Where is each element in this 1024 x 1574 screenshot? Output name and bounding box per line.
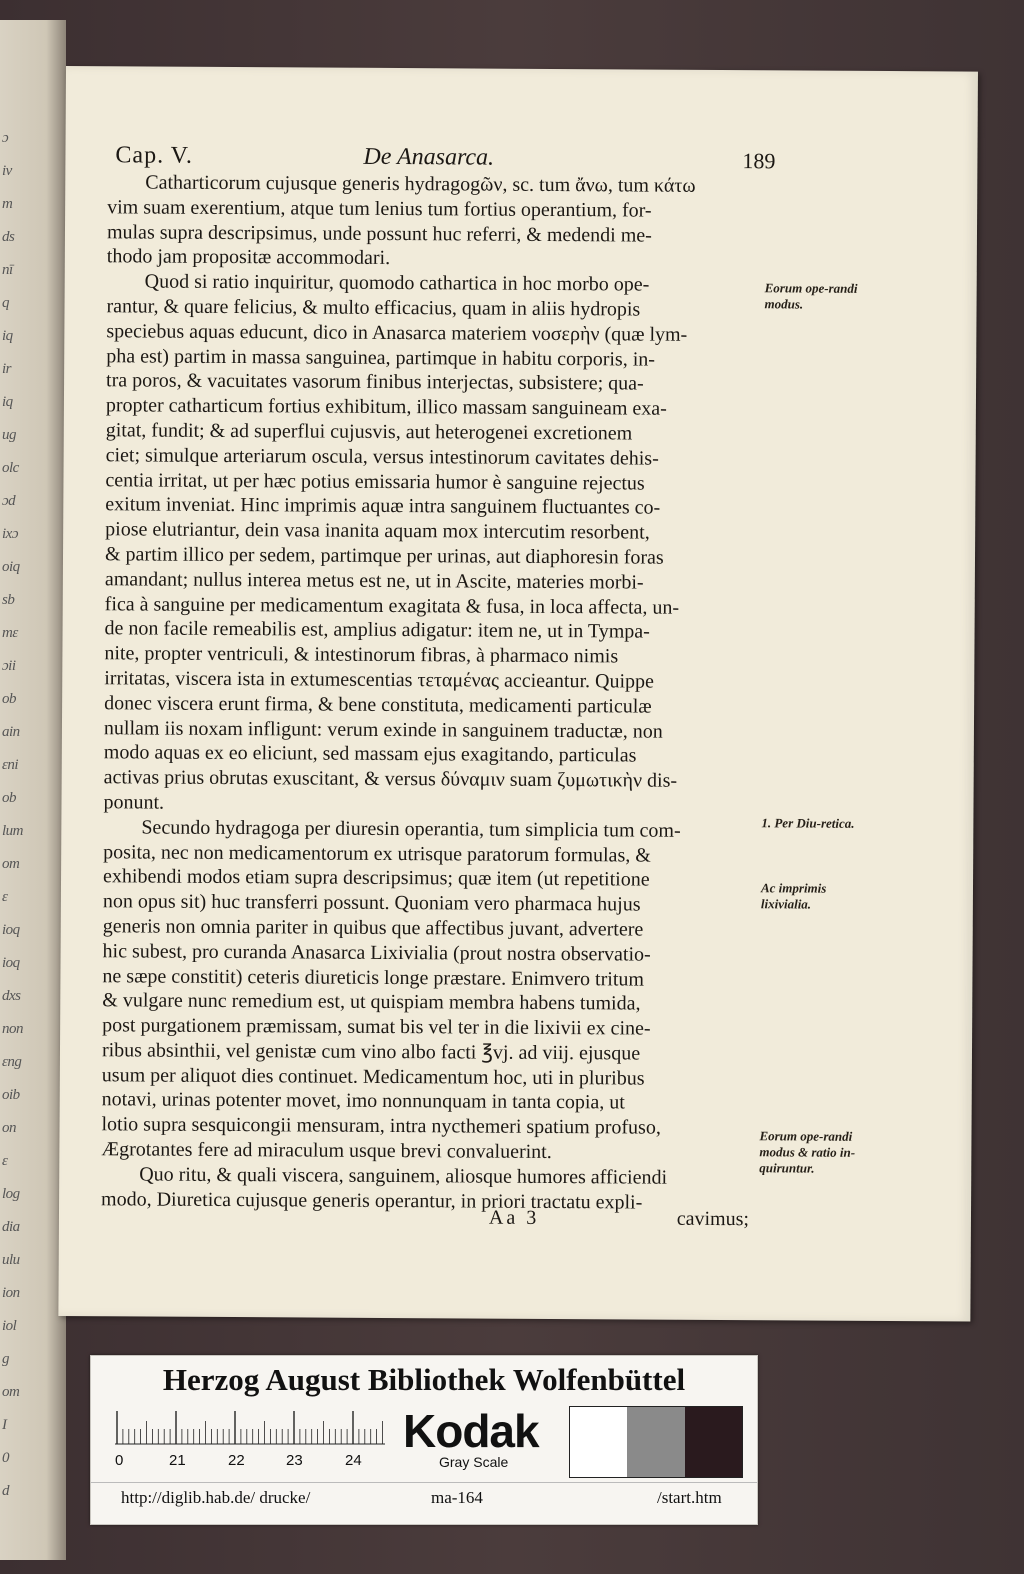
prev-page-fragment: non	[2, 1021, 23, 1037]
text-line: ponunt.	[103, 791, 165, 814]
library-name: Herzog August Bibliothek Wolfenbüttel	[162, 1362, 686, 1397]
prev-page-fragment: ɔ	[2, 130, 9, 146]
text-line: modo, Diuretica cujusque generis operantur, in priori tractatu expli-	[101, 1187, 643, 1214]
text-line: pha est) partim in massa sanguinea, partimque in habitu corporis, in-	[106, 344, 656, 371]
gray-scale-label: Gray Scale	[439, 1454, 509, 1470]
body-text	[101, 170, 751, 1215]
text-line: de non facile remeabilis est, amplius adigatur: item ne, ut in Tympa-	[104, 617, 650, 643]
prev-page-fragment: d	[2, 1483, 9, 1499]
prev-page-fragment: 0	[2, 1450, 9, 1466]
text-line: centia irritat, ut per hæc potius emissaria humor è sanguine rejectus	[105, 468, 645, 495]
prev-page-fragment: ob	[2, 790, 16, 806]
url-right: /start.htm	[657, 1488, 722, 1507]
margin-note: Eorum ope-randi modus & ratio in-quiruntur.	[759, 1128, 856, 1176]
text-line: generis non omnia pariter in quibus que affectibus juvant, advertere	[102, 915, 644, 941]
text-line: gitat, fundit; & ad superflui cujusvis, aut heterogenei excretionem	[105, 419, 633, 445]
prev-page-fragment: om	[2, 856, 20, 872]
text-line: & partim illico per sedem, partimque per urinas, aut diaphoresin foras	[104, 543, 664, 569]
prev-page-fragment: ioq	[2, 955, 20, 971]
prev-page-fragment: ɛ	[2, 1153, 8, 1169]
library-target-card	[90, 1355, 758, 1525]
prev-page-fragment: ixɔ	[2, 526, 18, 542]
signature-mark: Aa 3	[488, 1206, 540, 1229]
prev-page-fragment: dxs	[2, 988, 21, 1004]
measurement-ruler	[115, 1411, 385, 1445]
prev-page-fragment: dia	[2, 1219, 20, 1235]
prev-page-fragment: ug	[2, 427, 16, 443]
text-line: usum per aliquot dies continuet. Medicamentum hoc, uti in pluribus	[101, 1063, 645, 1090]
gray-scale-patches	[569, 1406, 743, 1478]
text-line: speciebus aquas educunt, dico in Anasarca materiem νοσερὴν (quæ lym-	[106, 320, 688, 346]
prev-page-fragment: om	[2, 1384, 20, 1400]
catchword: cavimus;	[676, 1207, 750, 1231]
text-line: amandant; nullus interea metus est ne, ut in Ascite, materies morbi-	[104, 567, 644, 594]
prev-page-fragment: oiq	[2, 559, 20, 575]
text-line: Ægrotantes fere ad miraculum usque brevi convaluerint.	[101, 1138, 552, 1164]
running-title: De Anasarca.	[363, 143, 495, 171]
prev-page-fragment: iq	[2, 328, 13, 344]
prev-page-fragment: ds	[2, 229, 15, 245]
text-line: post purgationem præmissam, sumat bis vel ter in die lixivii ex cine-	[102, 1014, 651, 1040]
catchword-line	[489, 1207, 749, 1237]
text-line: nite, propter ventriculi, & intestinorum fibras, à pharmaco nimis	[104, 642, 619, 668]
prev-page-fragment: ain	[2, 724, 20, 740]
prev-page-fragment: q	[2, 295, 9, 311]
prev-page-fragment: ioq	[2, 922, 20, 938]
text-line: thodo jam propositæ accommodari.	[106, 245, 391, 270]
margin-note: 1. Per Diu-retica.	[761, 815, 855, 831]
ruler-number: 21	[169, 1452, 186, 1469]
text-line: Catharticorum cujusque generis hydragogῶν, sc. tum ἄνω, tum κάτω	[145, 171, 696, 197]
chapter-heading: Cap. V.	[115, 142, 194, 169]
text-line: & vulgare nunc remedium est, ut quispiam membra habens tumida,	[102, 989, 641, 1015]
text-line: Secundo hydragoga per diuresin operantia, tum simplicia tum com-	[141, 816, 681, 842]
text-line: hic subest, pro curanda Anasarca Lixivialia (prout nostra observatio-	[102, 939, 651, 966]
prev-page-fragment: g	[2, 1351, 9, 1367]
text-line: exitum inveniat. Hinc imprimis aquæ intra sanguinem fluctuantes co-	[105, 493, 661, 519]
text-line: ribus absinthii, vel genistæ cum vino albo facti ℥vj. ad viij. ejusque	[101, 1039, 641, 1065]
prev-page-fragment: ob	[2, 691, 16, 707]
prev-page-fragment: ɔii	[2, 658, 16, 674]
text-line: Quod si ratio inquiritur, quomodo cathartica in hoc morbo ope-	[144, 270, 650, 296]
text-line: rantur, & quare felicius, & multo efficacius, quam in aliis hydropis	[106, 295, 641, 321]
prev-page-fragment: lum	[2, 823, 23, 839]
url-left: http://diglib.hab.de/ drucke/	[121, 1488, 311, 1507]
text-line: ciet; simulque arteriarum oscula, versus intestinorum cavitates dehis-	[105, 444, 659, 470]
prev-page-fragment: olc	[2, 460, 19, 476]
ruler-number: 22	[228, 1452, 245, 1469]
prev-page-fragment: ɛng	[2, 1054, 22, 1070]
text-line: donec viscera erunt firma, & bene constituta, medicamenti particulæ	[104, 691, 652, 718]
text-line: fica à sanguine per medicamentum exagitata & fusa, in loca affecta, un-	[104, 592, 680, 619]
prev-page-fragment: on	[2, 1120, 16, 1136]
text-line: non opus sit) huc transferri possunt. Quoniam vero pharmaca hujus	[102, 890, 641, 916]
text-line: Quo ritu, & quali viscera, sanguinem, aliosque humores afficiendi	[139, 1163, 668, 1189]
prev-page-fragment: iq	[2, 394, 13, 410]
text-line: ne sæpe constitit) ceteris diureticis longe præstare. Enimvero tritum	[102, 964, 645, 991]
text-line: activas prius obrutas exuscitant, & versus δύναμιν suam ζυμωτικὴν dis-	[103, 766, 678, 792]
text-line: modo aquas ex eo eliciunt, sed massam ejus exagitando, particulas	[103, 741, 637, 767]
prev-page-fragment: log	[2, 1186, 20, 1202]
prev-page-fragment: ɛ	[2, 889, 8, 905]
book-page	[58, 66, 978, 1322]
gray-patch	[627, 1407, 684, 1477]
prev-page-fragment: oib	[2, 1087, 20, 1103]
gray-patch	[570, 1407, 627, 1477]
ruler-number: 23	[286, 1452, 303, 1469]
card-footer	[91, 1488, 757, 1518]
text-line: propter catharticum fortius exhibitum, illico massam sanguineam exa-	[105, 394, 667, 420]
shelfmark: ma-164	[431, 1488, 483, 1507]
previous-page-edge	[0, 20, 66, 1560]
text-line: nullam iis noxam infligunt: verum exinde in sanguinem traductæ, non	[103, 716, 663, 743]
text-line: exhibendi modos etiam supra descripsimus; quæ item (ut repetitione	[102, 865, 650, 891]
text-line: mulas supra descripsimus, unde possunt huc referri, & medendi me-	[106, 220, 652, 247]
text-line: irritatas, viscera ista in extumescentias τεταμένας accieantur. Quippe	[104, 667, 654, 693]
card-divider	[91, 1482, 757, 1483]
text-line: tra poros, & vacuitates vasorum finibus interjectas, subsistere; qua-	[106, 369, 644, 395]
margin-note: Ac imprimis lixivialia.	[760, 880, 827, 912]
prev-page-fragment: ion	[2, 1285, 20, 1301]
ruler-number: 24	[345, 1452, 362, 1469]
prev-page-fragment: ir	[2, 361, 12, 377]
text-line: notavi, urinas potenter movet, imo nonnunquam in tanta copia, ut	[101, 1088, 625, 1114]
prev-page-fragment: mɛ	[2, 625, 18, 641]
text-line: lotio supra sesquicongii mensuram, intra nycthemeri spatium profuso,	[101, 1113, 661, 1139]
prev-page-fragment: iol	[2, 1318, 17, 1334]
kodak-logo: Kodak	[403, 1405, 539, 1457]
prev-page-fragment: m	[2, 196, 13, 212]
prev-page-fragment: sb	[2, 592, 15, 608]
gray-patch	[685, 1407, 742, 1477]
prev-page-fragment: iv	[2, 163, 12, 179]
text-line: vim suam exerentium, atque tum lenius tum fortius operantium, for-	[107, 196, 652, 222]
prev-page-fragment: ulu	[2, 1252, 20, 1268]
prev-page-fragment: I	[2, 1417, 7, 1433]
text-line: posita, nec non medicamentorum ex utrisque paratorum formulas, &	[103, 840, 651, 867]
prev-page-fragment: ɛni	[2, 757, 19, 773]
page-number: 189	[742, 148, 776, 174]
prev-page-fragment: ɔd	[2, 493, 16, 509]
prev-page-fragment: nī	[2, 262, 13, 278]
text-line: piose elutriantur, dein vasa inanita aquam mox intercutim resorbent,	[105, 518, 650, 544]
ruler-number: 0	[115, 1452, 124, 1469]
margin-note: Eorum ope-randi modus.	[764, 280, 858, 312]
